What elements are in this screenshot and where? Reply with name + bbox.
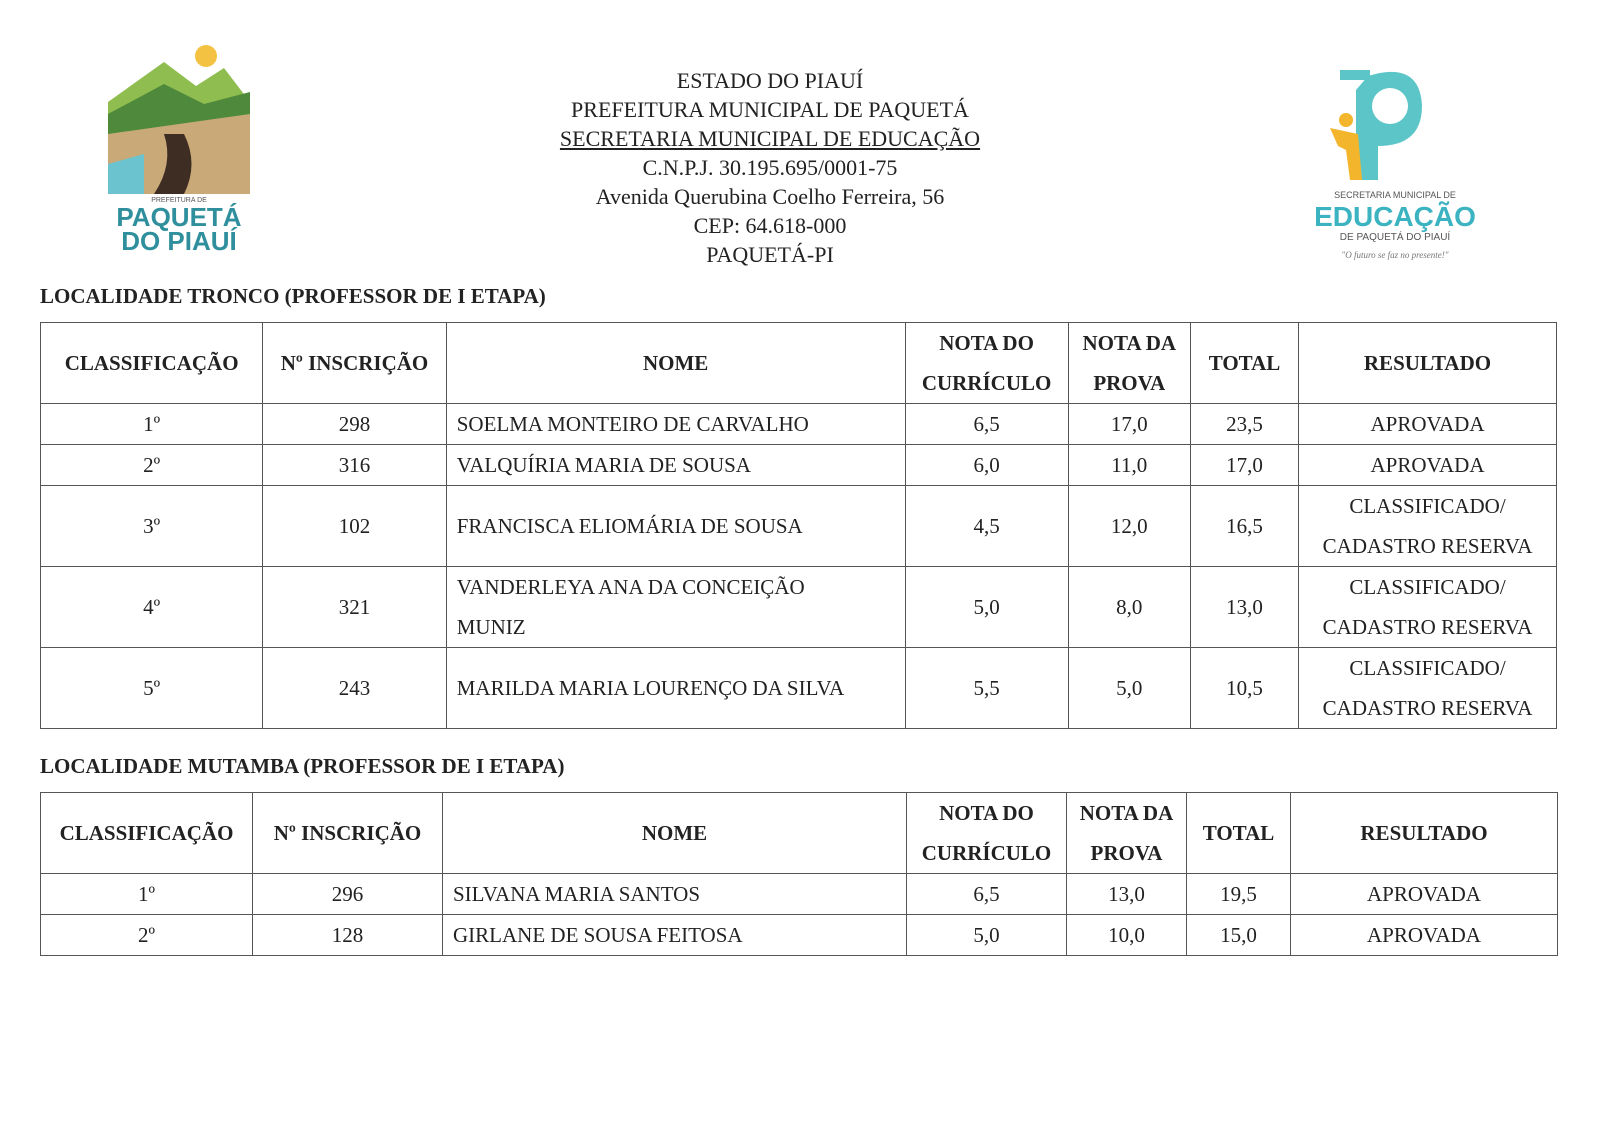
cell-classificacao: 2º bbox=[41, 915, 253, 956]
cell-total: 10,5 bbox=[1190, 648, 1298, 729]
cell-nome: SILVANA MARIA SANTOS bbox=[443, 874, 907, 915]
cell-total: 13,0 bbox=[1190, 567, 1298, 648]
svg-text:DE PAQUETÁ DO PIAUÍ: DE PAQUETÁ DO PIAUÍ bbox=[1339, 232, 1451, 243]
cell-classificacao: 1º bbox=[41, 874, 253, 915]
cell-resultado: CLASSIFICADO/ CADASTRO RESERVA bbox=[1299, 567, 1557, 648]
col-classificacao: CLASSIFICAÇÃO bbox=[41, 793, 253, 874]
cell-inscricao: 298 bbox=[263, 404, 447, 445]
table-header-row bbox=[41, 793, 1558, 874]
results-table-mutamba bbox=[40, 792, 1558, 956]
cell-total: 17,0 bbox=[1190, 445, 1298, 486]
cell-nota-curriculo: 4,5 bbox=[905, 486, 1068, 567]
col-inscricao: Nº INSCRIÇÃO bbox=[253, 793, 443, 874]
cell-total: 19,5 bbox=[1187, 874, 1291, 915]
col-nome: NOME bbox=[446, 323, 905, 404]
table-row bbox=[41, 567, 1557, 648]
cell-nota-curriculo: 6,5 bbox=[907, 874, 1067, 915]
col-total: TOTAL bbox=[1190, 323, 1298, 404]
header-prefeitura: PREFEITURA MUNICIPAL DE PAQUETÁ bbox=[571, 97, 969, 122]
cell-resultado: APROVADA bbox=[1291, 874, 1558, 915]
svg-text:EDUCAÇÃO: EDUCAÇÃO bbox=[1314, 201, 1476, 232]
col-nota-curriculo: NOTA DO CURRÍCULO bbox=[905, 323, 1068, 404]
cell-nota-prova: 5,0 bbox=[1068, 648, 1190, 729]
cell-nota-curriculo: 5,0 bbox=[905, 567, 1068, 648]
cell-nota-curriculo: 6,5 bbox=[905, 404, 1068, 445]
cell-nota-prova: 13,0 bbox=[1067, 874, 1187, 915]
header-state: ESTADO DO PIAUÍ bbox=[676, 68, 864, 93]
cell-resultado: APROVADA bbox=[1291, 915, 1558, 956]
cell-nota-prova: 17,0 bbox=[1068, 404, 1190, 445]
table-header-row bbox=[41, 323, 1557, 404]
cell-classificacao: 4º bbox=[41, 567, 263, 648]
header-address: Avenida Querubina Coelho Ferreira, 56 bbox=[595, 184, 945, 209]
cell-resultado: APROVADA bbox=[1299, 445, 1557, 486]
header-secretaria: SECRETARIA MUNICIPAL DE EDUCAÇÃO bbox=[559, 126, 981, 151]
col-inscricao: Nº INSCRIÇÃO bbox=[263, 323, 447, 404]
cell-nome: SOELMA MONTEIRO DE CARVALHO bbox=[446, 404, 905, 445]
cell-nome: GIRLANE DE SOUSA FEITOSA bbox=[443, 915, 907, 956]
cell-resultado: APROVADA bbox=[1299, 404, 1557, 445]
svg-text:SECRETARIA MUNICIPAL DE: SECRETARIA MUNICIPAL DE bbox=[1334, 190, 1456, 200]
cell-classificacao: 5º bbox=[41, 648, 263, 729]
cell-inscricao: 128 bbox=[253, 915, 443, 956]
col-nota-prova: NOTA DA PROVA bbox=[1068, 323, 1190, 404]
cell-nome: MARILDA MARIA LOURENÇO DA SILVA bbox=[446, 648, 905, 729]
prefeitura-paqueta-logo bbox=[104, 44, 254, 268]
cell-inscricao: 243 bbox=[263, 648, 447, 729]
secretaria-educacao-logo bbox=[1310, 50, 1480, 270]
cell-inscricao: 102 bbox=[263, 486, 447, 567]
cell-total: 15,0 bbox=[1187, 915, 1291, 956]
table-row bbox=[41, 915, 1558, 956]
cell-nota-curriculo: 5,5 bbox=[905, 648, 1068, 729]
svg-text:DO PIAUÍ: DO PIAUÍ bbox=[121, 226, 237, 256]
cell-nota-prova: 8,0 bbox=[1068, 567, 1190, 648]
cell-nota-prova: 11,0 bbox=[1068, 445, 1190, 486]
col-nota-prova: NOTA DA PROVA bbox=[1067, 793, 1187, 874]
svg-text:PAQUETÁ: PAQUETÁ bbox=[116, 202, 242, 232]
cell-classificacao: 2º bbox=[41, 445, 263, 486]
cell-nome: FRANCISCA ELIOMÁRIA DE SOUSA bbox=[446, 486, 905, 567]
cell-nota-prova: 12,0 bbox=[1068, 486, 1190, 567]
cell-inscricao: 316 bbox=[263, 445, 447, 486]
table-row bbox=[41, 648, 1557, 729]
col-total: TOTAL bbox=[1187, 793, 1291, 874]
cell-total: 16,5 bbox=[1190, 486, 1298, 567]
header-cep: CEP: 64.618-000 bbox=[693, 213, 847, 238]
section-title-mutamba: LOCALIDADE MUTAMBA (PROFESSOR DE I ETAPA) bbox=[40, 754, 565, 778]
svg-text:"O futuro se faz no presente!": "O futuro se faz no presente!" bbox=[1341, 250, 1449, 260]
table-row bbox=[41, 874, 1558, 915]
cell-nota-prova: 10,0 bbox=[1067, 915, 1187, 956]
col-nota-curriculo: NOTA DO CURRÍCULO bbox=[907, 793, 1067, 874]
col-classificacao: CLASSIFICAÇÃO bbox=[41, 323, 263, 404]
cell-classificacao: 3º bbox=[41, 486, 263, 567]
cell-classificacao: 1º bbox=[41, 404, 263, 445]
document-header bbox=[530, 66, 1010, 269]
cell-nota-curriculo: 5,0 bbox=[907, 915, 1067, 956]
cell-resultado: CLASSIFICADO/ CADASTRO RESERVA bbox=[1299, 486, 1557, 567]
cell-inscricao: 296 bbox=[253, 874, 443, 915]
header-cnpj: C.N.P.J. 30.195.695/0001-75 bbox=[642, 155, 898, 180]
cell-nome: VANDERLEYA ANA DA CONCEIÇÃO MUNIZ bbox=[446, 567, 905, 648]
table-row bbox=[41, 404, 1557, 445]
col-nome: NOME bbox=[443, 793, 907, 874]
cell-resultado: CLASSIFICADO/ CADASTRO RESERVA bbox=[1299, 648, 1557, 729]
section-title-tronco: LOCALIDADE TRONCO (PROFESSOR DE I ETAPA) bbox=[40, 284, 546, 308]
header-city: PAQUETÁ-PI bbox=[706, 242, 834, 267]
results-table-tronco bbox=[40, 322, 1557, 729]
cell-total: 23,5 bbox=[1190, 404, 1298, 445]
table-row bbox=[41, 445, 1557, 486]
cell-nome: VALQUÍRIA MARIA DE SOUSA bbox=[446, 445, 905, 486]
cell-inscricao: 321 bbox=[263, 567, 447, 648]
table-row bbox=[41, 486, 1557, 567]
cell-nota-curriculo: 6,0 bbox=[905, 445, 1068, 486]
col-resultado: RESULTADO bbox=[1299, 323, 1557, 404]
col-resultado: RESULTADO bbox=[1291, 793, 1558, 874]
svg-text:PREFEITURA DE: PREFEITURA DE bbox=[151, 197, 207, 204]
